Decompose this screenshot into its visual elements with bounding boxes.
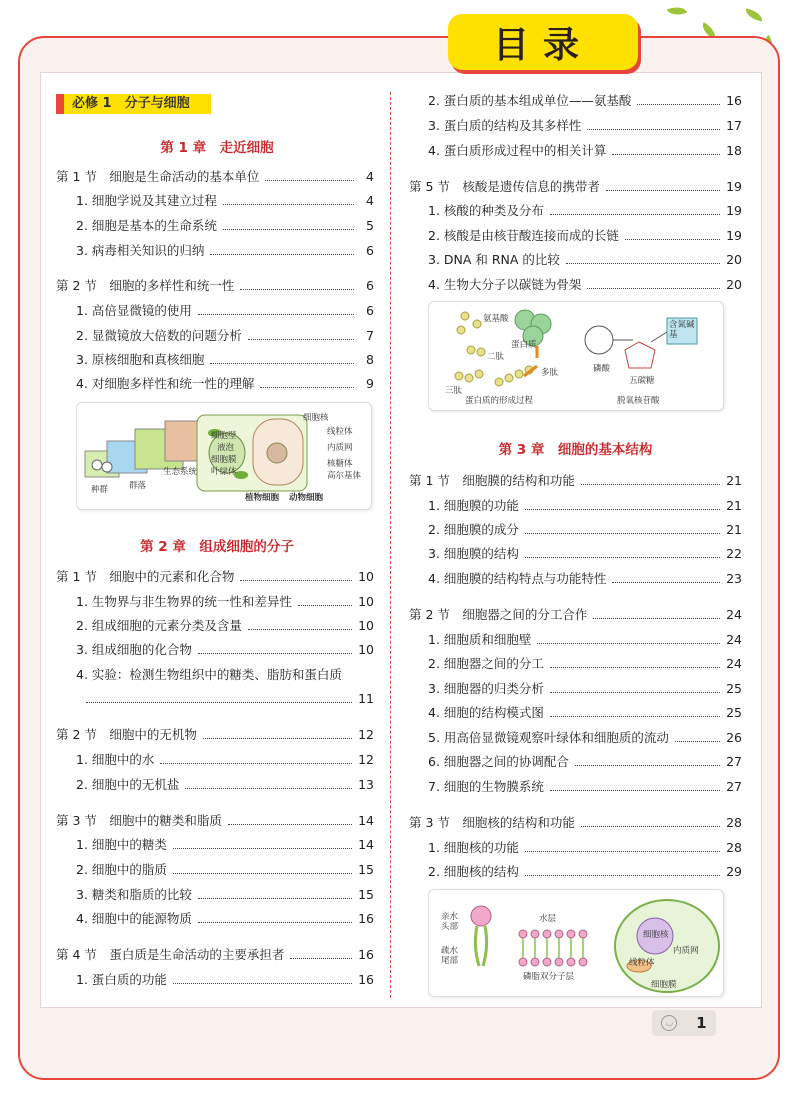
toc-section[interactable]: 第 5 节 核酸是遗传信息的携带者 19 — [409, 179, 742, 194]
figure-label: 磷脂双分子层 — [523, 972, 575, 982]
chapter-heading: 第 2 章 组成细胞的分子 — [140, 539, 294, 555]
toc-item[interactable]: 1. 细胞学说及其建立过程 4 — [76, 193, 374, 208]
figure-label: 细胞核 — [643, 930, 669, 940]
figure-label: 细胞膜 — [651, 980, 677, 990]
figure-label: 蛋白质 — [511, 340, 537, 350]
figure-label: 水层 — [539, 914, 557, 924]
page-number-tab — [652, 1010, 716, 1036]
figure-label: 液泡 — [217, 443, 235, 453]
toc-item[interactable]: 1. 核酸的种类及分布 19 — [428, 203, 742, 218]
toc-item[interactable]: 2. 细胞是基本的生命系统 5 — [76, 218, 374, 233]
toc-item[interactable]: 4. 实验：检测生物组织中的糖类、脂肪和蛋白质 — [76, 667, 342, 682]
figure-label: 五碳糖 — [629, 376, 655, 386]
figure-label: 核糖体 — [327, 459, 353, 469]
toc-item[interactable]: 3. 细胞器的归类分析 25 — [428, 681, 742, 696]
toc-item[interactable]: 4. 蛋白质形成过程中的相关计算 18 — [428, 143, 742, 158]
toc-section[interactable]: 第 2 节 细胞器之间的分工合作 24 — [409, 607, 742, 622]
figure-life-system-cells — [76, 402, 372, 510]
toc-item[interactable]: 1. 细胞质和细胞壁 24 — [428, 632, 742, 647]
figure-label: 细胞膜 — [211, 455, 237, 465]
figure-label: 线粒体 — [327, 427, 353, 437]
toc-item[interactable]: 2. 细胞中的无机盐 13 — [76, 777, 374, 792]
figure-label: 磷酸 — [593, 364, 611, 374]
figure-label: 疏水尾部 — [441, 946, 459, 966]
toc-section[interactable]: 第 1 节 细胞中的元素和化合物 10 — [56, 569, 374, 584]
figure-label: 内质网 — [327, 443, 353, 453]
toc-item[interactable]: 2. 蛋白质的基本组成单位——氨基酸 16 — [428, 93, 742, 108]
figure-label: 线粒体 — [629, 958, 655, 968]
toc-item[interactable]: 2. 细胞膜的成分 21 — [428, 522, 742, 537]
toc-item[interactable]: 2. 细胞器之间的分工 24 — [428, 656, 742, 671]
toc-item[interactable]: 4. 对细胞多样性和统一性的理解 9 — [76, 376, 374, 391]
column-divider — [390, 92, 391, 998]
toc-item[interactable]: 1. 蛋白质的功能 16 — [76, 972, 374, 987]
figure-label: 多肽 — [541, 368, 559, 378]
toc-item[interactable]: 4. 细胞中的能源物质 16 — [76, 911, 374, 926]
figure-caption: 动物细胞 — [289, 493, 324, 503]
toc-item[interactable]: 3. 蛋白质的结构及其多样性 17 — [428, 118, 742, 133]
figure-caption: 脱氧核苷酸 — [617, 396, 660, 406]
toc-section[interactable]: 第 4 节 蛋白质是生命活动的主要承担者 16 — [56, 947, 374, 962]
figure-protein-nucleotide — [428, 301, 724, 411]
figure-label: 叶绿体 — [211, 467, 237, 477]
toc-item[interactable]: 3. 糖类和脂质的比较 15 — [76, 887, 374, 902]
figure-label: 内质网 — [673, 946, 699, 956]
toc-item[interactable]: 3. 病毒相关知识的归纳 6 — [76, 243, 374, 258]
toc-item[interactable]: 3. 原核细胞和真核细胞 8 — [76, 352, 374, 367]
chapter-heading: 第 1 章 走近细胞 — [160, 140, 274, 156]
figure-label: 种群 — [91, 485, 109, 495]
toc-section[interactable]: 第 1 节 细胞是生命活动的基本单位 4 — [56, 169, 374, 184]
figure-label: 细胞壁 — [211, 431, 237, 441]
figure-label: 含氮碱基 — [669, 320, 695, 340]
toc-item[interactable]: 4. 细胞的结构模式图 25 — [428, 705, 742, 720]
toc-item[interactable]: 4. 生物大分子以碳链为骨架 20 — [428, 277, 742, 292]
figure-label: 细胞核 — [303, 413, 329, 423]
toc-item[interactable]: 2. 细胞核的结构 29 — [428, 864, 742, 879]
toc-item[interactable]: 1. 细胞核的功能 28 — [428, 840, 742, 855]
toc-item[interactable]: 1. 细胞膜的功能 21 — [428, 498, 742, 513]
figure-label: 生态系统 — [163, 467, 198, 477]
figure-label: 氨基酸 — [483, 314, 509, 324]
page-number: 1 — [696, 1014, 707, 1032]
figure-label: 亲水头部 — [441, 912, 459, 932]
figure-label: 三肽 — [445, 386, 463, 396]
figure-membrane-nucleus — [428, 889, 724, 997]
toc-item[interactable]: 1. 高倍显微镜的使用 6 — [76, 303, 374, 318]
figure-label: 二肽 — [487, 352, 505, 362]
toc-item[interactable]: 2. 细胞中的脂质 15 — [76, 862, 374, 877]
chapter-heading: 第 3 章 细胞的基本结构 — [498, 442, 653, 458]
toc-section[interactable]: 第 1 节 细胞膜的结构和功能 21 — [409, 473, 742, 488]
toc-item[interactable]: 6. 细胞器之间的协调配合 27 — [428, 754, 742, 769]
toc-item[interactable]: 2. 组成细胞的元素分类及含量 10 — [76, 618, 374, 633]
toc-item[interactable]: 7. 细胞的生物膜系统 27 — [428, 779, 742, 794]
toc-section[interactable]: 第 3 节 细胞核的结构和功能 28 — [409, 815, 742, 830]
toc-item[interactable]: 2. 显微镜放大倍数的问题分析 7 — [76, 328, 374, 343]
toc-item[interactable]: 1. 生物界与非生物界的统一性和差异性 10 — [76, 594, 374, 609]
toc-item[interactable]: 3. 组成细胞的化合物 10 — [76, 642, 374, 657]
figure-label: 高尔基体 — [327, 471, 362, 481]
toc-item[interactable]: 4. 细胞膜的结构特点与功能特性 23 — [428, 571, 742, 586]
module-tag: 必修 1 分子与细胞 — [56, 94, 211, 114]
page-title: 目录 — [448, 14, 638, 70]
toc-item-continuation[interactable]: 11 — [86, 691, 374, 707]
toc-item[interactable]: 3. 细胞膜的结构 22 — [428, 546, 742, 561]
toc-item[interactable]: 2. 核酸是由核苷酸连接而成的长链 19 — [428, 228, 742, 243]
toc-section[interactable]: 第 3 节 细胞中的糖类和脂质 14 — [56, 813, 374, 828]
toc-item[interactable]: 1. 细胞中的糖类 14 — [76, 837, 374, 852]
toc-item[interactable]: 1. 细胞中的水 12 — [76, 752, 374, 767]
figure-label: 群落 — [129, 481, 147, 491]
toc-section[interactable]: 第 2 节 细胞中的无机物 12 — [56, 727, 374, 742]
toc-item[interactable]: 5. 用高倍显微镜观察叶绿体和细胞质的流动 26 — [428, 730, 742, 745]
smiley-icon: ◡ — [661, 1015, 677, 1031]
toc-section[interactable]: 第 2 节 细胞的多样性和统一性 6 — [56, 278, 374, 293]
toc-item[interactable]: 3. DNA 和 RNA 的比较 20 — [428, 252, 742, 267]
figure-caption: 植物细胞 — [245, 493, 280, 503]
figure-caption: 蛋白质的形成过程 — [465, 396, 534, 406]
